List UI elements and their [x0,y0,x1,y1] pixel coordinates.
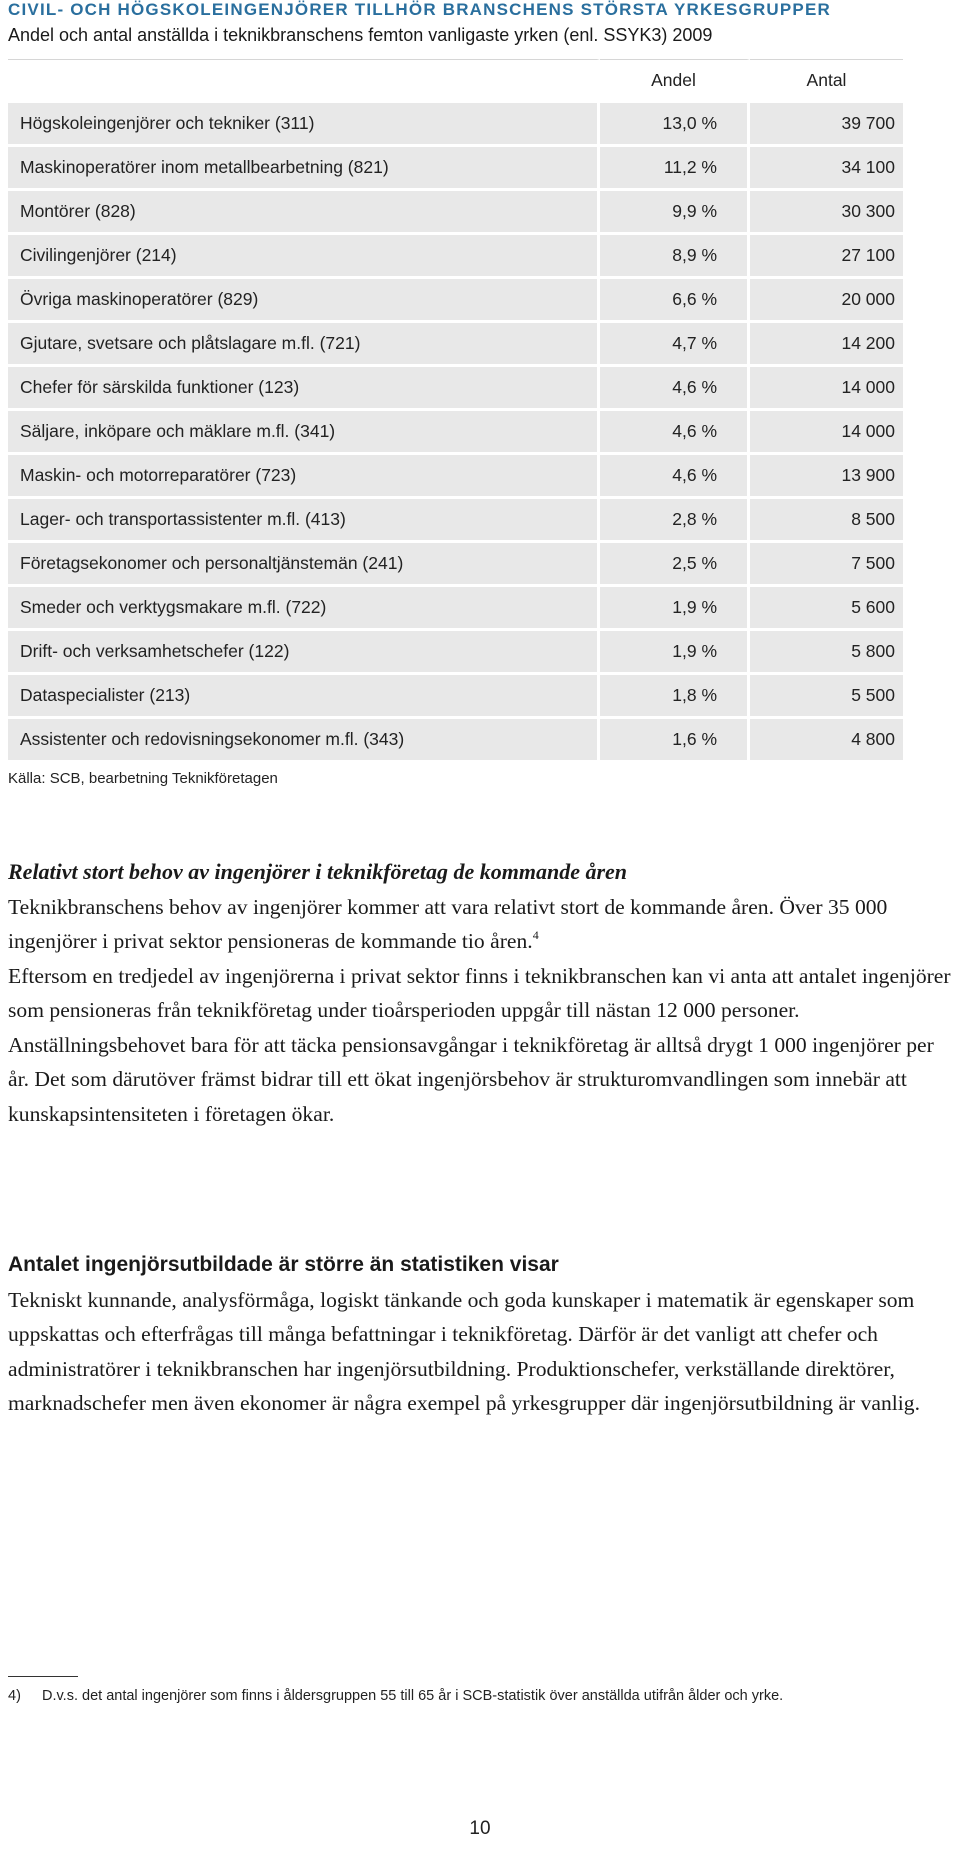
occupation-share: 4,7 % [600,323,750,364]
table-row [8,455,903,496]
occupation-count: 27 100 [750,235,903,276]
table-row [8,147,903,188]
occupation-name: Montörer (828) [8,191,600,232]
occupation-count: 39 700 [750,103,903,144]
occupation-share: 4,6 % [600,455,750,496]
occupation-count: 4 800 [750,719,903,760]
occupation-table [8,56,903,763]
occupation-name: Civilingenjörer (214) [8,235,600,276]
table-header-row [8,59,903,100]
occupation-share: 1,8 % [600,675,750,716]
article-engineer-education [8,1248,956,1421]
occupation-share: 2,8 % [600,499,750,540]
article-paragraph: Tekniskt kunnande, analysförmåga, logiskt tänkande och goda kunskaper i matematik är egenskaper som uppskattas och efterfrågas till många befattningar i teknikföretag. Därför är det vanligt att chefer och administratörer i teknikbranschen har ingenjörsutbildning. Produktionschefer, verkställande direktörer, marknadschefer men även ekonomer är några exempel på yrkesgrupper där ingenjörsutbildning är vanlig. [8,1287,920,1415]
footnote-text: D.v.s. det antal ingenjörer som finns i åldersgruppen 55 till 65 år i SCB-statistik över anställda utifrån ålder och yrke. [42,1688,784,1704]
occupation-share: 1,6 % [600,719,750,760]
header-count: Antal [750,59,903,100]
table-row [8,631,903,672]
table-row [8,675,903,716]
table-row [8,499,903,540]
paragraph-text: Eftersom en tredjedel av ingenjörerna i privat sektor finns i teknikbranschen kan vi anta att antalet ingenjörer som pensioneras från teknikföretag under tioårsperioden uppgår till nästan 12 000 personer. Anställningsbehovet bara för att täcka pensionsavgångar i teknikföretag är alltså drygt 1 000 ingenjörer per år. Det som därutöver främst bidrar till ett ökat ingenjörsbehov är strukturomvandlingen som innebär att kunskapsintensiteten i företagen ökar. [8,963,951,1126]
article-heading: Relativt stort behov av ingenjörer i teknikföretag de kommande åren [8,859,628,884]
occupation-count: 5 800 [750,631,903,672]
occupation-name: Smeder och verktygsmakare m.fl. (722) [8,587,600,628]
footnote-divider [8,1676,78,1677]
occupation-name: Chefer för särskilda funktioner (123) [8,367,600,408]
occupation-count: 13 900 [750,455,903,496]
occupation-share: 11,2 % [600,147,750,188]
header-occupation [8,59,600,100]
occupation-count: 14 000 [750,411,903,452]
footnote-number: 4) [8,1688,21,1704]
occupation-name: Övriga maskinoperatörer (829) [8,279,600,320]
table-source: Källa: SCB, bearbetning Teknikföretagen [8,770,278,787]
table-row [8,323,903,364]
table-row [8,719,903,760]
occupation-name: Lager- och transportassistenter m.fl. (413) [8,499,600,540]
occupation-count: 20 000 [750,279,903,320]
paragraph-text: Teknikbranschens behov av ingenjörer kommer att vara relativt stort de kommande åren. Över 35 000 ingenjörer i privat sektor pensioneras de kommande tio åren. [8,894,888,953]
occupation-count: 30 300 [750,191,903,232]
article-paragraph [8,890,956,1132]
table-row [8,543,903,584]
occupation-name: Säljare, inköpare och mäklare m.fl. (341) [8,411,600,452]
page-number: 10 [469,1818,491,1839]
article-engineer-demand [8,855,956,1131]
occupation-share: 4,6 % [600,367,750,408]
occupation-name: Gjutare, svetsare och plåtslagare m.fl. (721) [8,323,600,364]
occupation-name: Drift- och verksamhetschefer (122) [8,631,600,672]
footnote-reference[interactable]: 4 [532,928,539,942]
occupation-table-wrapper [8,59,903,763]
table-row [8,367,903,408]
occupation-share: 1,9 % [600,587,750,628]
occupation-name: Högskoleingenjörer och tekniker (311) [8,103,600,144]
occupation-name: Företagsekonomer och personaltjänstemän (241) [8,543,600,584]
occupation-share: 9,9 % [600,191,750,232]
footnote [8,1688,958,1704]
occupation-count: 34 100 [750,147,903,188]
table-row [8,411,903,452]
occupation-share: 6,6 % [600,279,750,320]
occupation-count: 5 500 [750,675,903,716]
occupation-name: Assistenter och redovisningsekonomer m.fl. (343) [8,719,600,760]
table-row [8,587,903,628]
occupation-share: 1,9 % [600,631,750,672]
table-row [8,103,903,144]
section-title: CIVIL- OCH HÖGSKOLEINGENJÖRER TILLHÖR BRANSCHENS STÖRSTA YRKESGRUPPER [8,0,831,19]
occupation-count: 8 500 [750,499,903,540]
occupation-share: 13,0 % [600,103,750,144]
occupation-name: Maskin- och motorreparatörer (723) [8,455,600,496]
occupation-count: 14 200 [750,323,903,364]
occupation-name: Dataspecialister (213) [8,675,600,716]
table-row [8,279,903,320]
section-subtitle: Andel och antal anställda i teknikbranschens femton vanligaste yrken (enl. SSYK3) 2009 [8,25,713,45]
header-share: Andel [600,59,750,100]
occupation-share: 2,5 % [600,543,750,584]
occupation-share: 4,6 % [600,411,750,452]
occupation-name: Maskinoperatörer inom metallbearbetning (821) [8,147,600,188]
article-heading: Antalet ingenjörsutbildade är större än statistiken visar [8,1253,559,1276]
occupation-count: 5 600 [750,587,903,628]
table-row [8,235,903,276]
occupation-share: 8,9 % [600,235,750,276]
table-row [8,191,903,232]
occupation-count: 7 500 [750,543,903,584]
occupation-count: 14 000 [750,367,903,408]
